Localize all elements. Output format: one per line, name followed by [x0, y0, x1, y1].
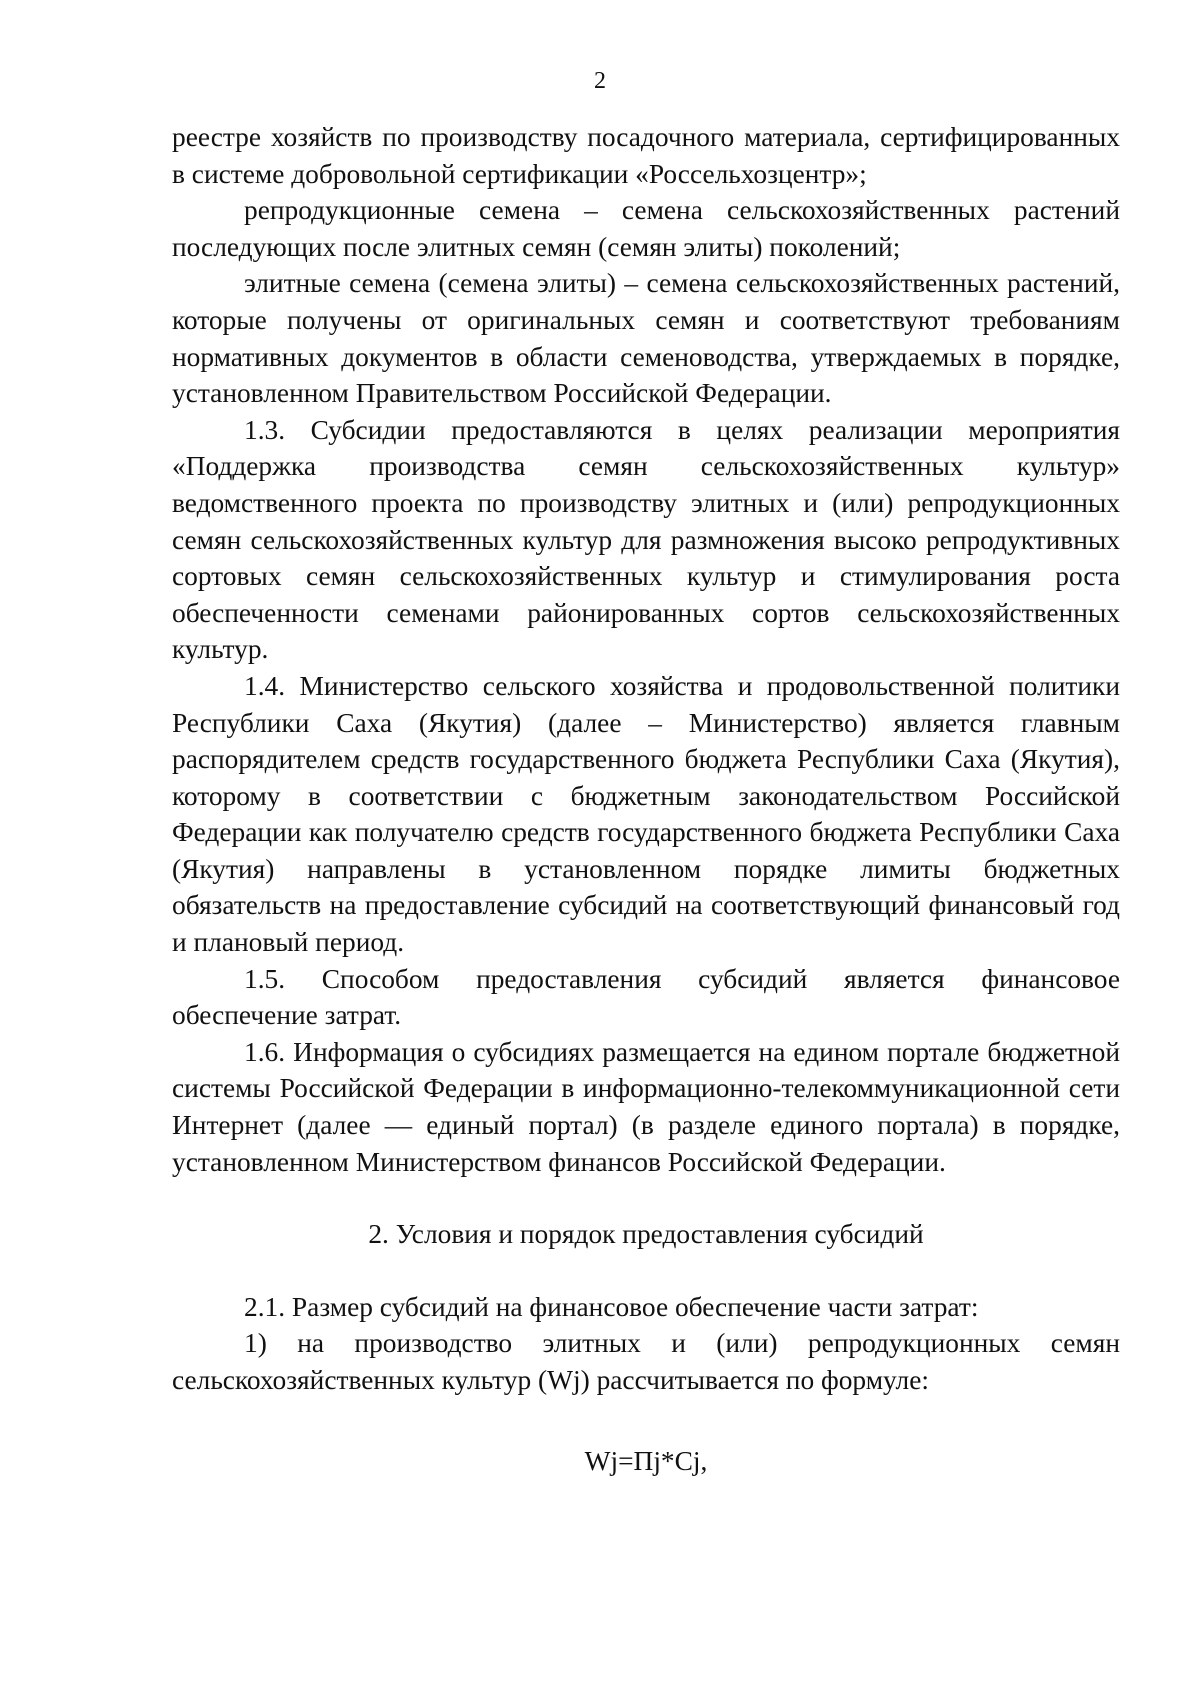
document-body	[172, 119, 1120, 1479]
paragraph-1-3: 1.3. Субсидии предоставляются в целях реализации мероприятия «Поддержка производства семян сельскохозяйственных культур» ведомственного проекта по производству элитных и (или) репродукционных семян сельскохозяйственных культур для размножения высоко репродуктивных сортовых семян сельскохозяйственных культур и стимулирования роста обеспеченности семенами районированных сортов сельскохозяйственных культур.	[172, 414, 1120, 665]
paragraph-1-5: 1.5. Способом предоставления субсидий является финансовое обеспечение затрат.	[172, 963, 1120, 1031]
paragraph-2-1-item-1: 1) на производство элитных и (или) репродукционных семян сельскохозяйственных культур (Wj) рассчитывается по формуле:	[172, 1328, 1120, 1395]
paragraph-2-1: 2.1. Размер субсидий на финансовое обеспечение части затрат:	[244, 1291, 979, 1322]
paragraph-registry-continuation: реестре хозяйств по производству посадочного материала, сертифицированных в системе добровольной сертификации «Россельхозцентр»;	[172, 122, 1120, 189]
paragraph-elite-seeds-definition: элитные семена (семена элиты) – семена сельскохозяйственных растений, которые получены от оригинальных семян и соответствуют требованиям нормативных документов в области семеноводства, утверждаемых в порядке, установленном Правительством Российской Федерации.	[172, 268, 1120, 409]
formula: Wj=Пj*Cj,	[584, 1445, 708, 1476]
page-number: 2	[594, 68, 606, 94]
paragraph-1-6: 1.6. Информация о субсидиях размещается на едином портале бюджетной системы Российской Федерации в информационно-телекоммуникационной сети Интернет (далее — единый портал) (в разделе единого портала) в порядке, установленном Министерством финансов Российской Федерации.	[172, 1036, 1120, 1177]
paragraph-1-4: 1.4. Министерство сельского хозяйства и продовольственной политики Республики Саха (Якутия) (далее – Министерство) является главным распорядителем средств государственного бюджета Республики Саха (Якутия), которому в соответствии с бюджетным законодательством Российской Федерации как получателю средств государственного бюджета Республики Саха (Якутия) направлены в установленном порядке лимиты бюджетных обязательств на предоставление субсидий на соответствующий финансовый год и плановый период.	[172, 670, 1120, 958]
section-title: 2. Условия и порядок предоставления субсидий	[368, 1219, 924, 1250]
paragraph-reproduction-seeds-definition: репродукционные семена – семена сельскохозяйственных растений последующих после элитных семян (семян элиты) поколений;	[172, 195, 1120, 262]
